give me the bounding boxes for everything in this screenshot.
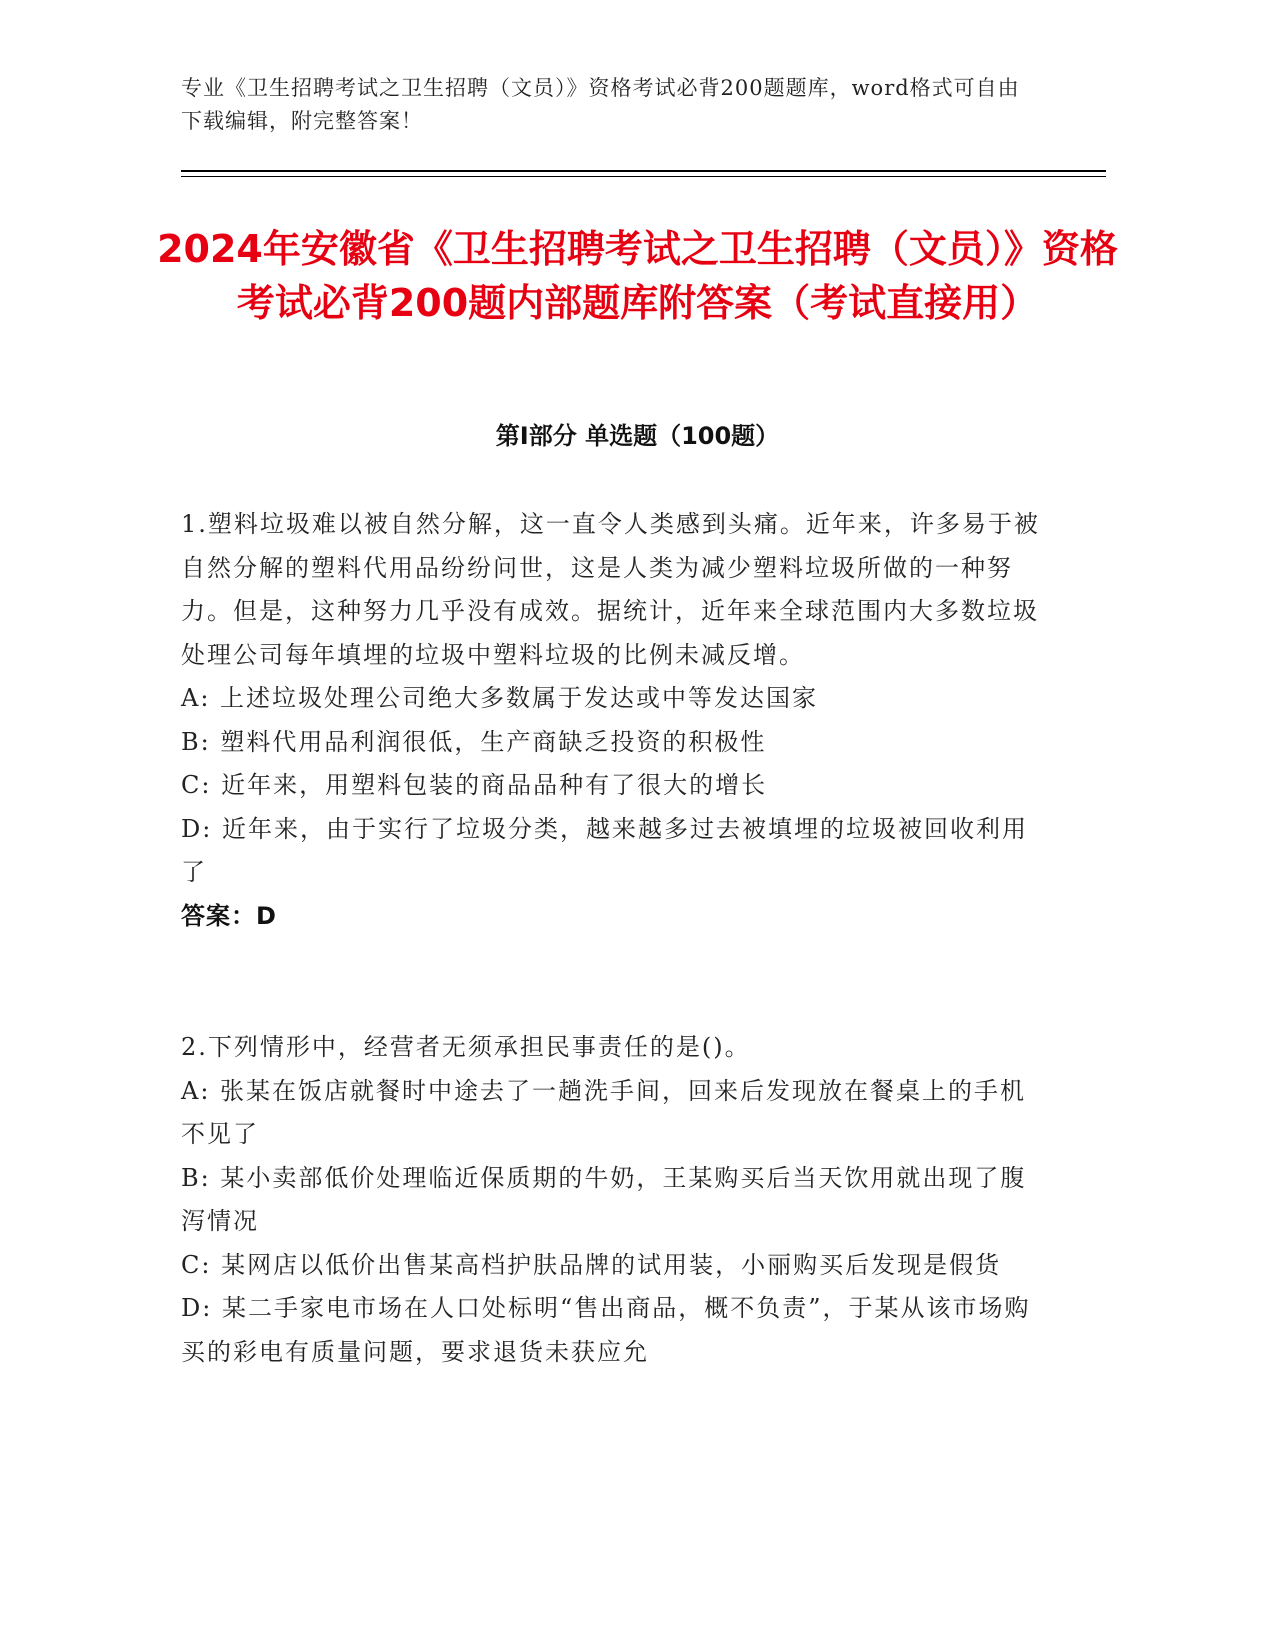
option-b: B: 某小卖部低价处理临近保质期的牛奶，王某购买后当天饮用就出现了腹泻情况	[181, 1163, 1027, 1235]
question-text: 1.塑料垃圾难以被自然分解，这一直令人类感到头痛。近年来，许多易于被自然分解的塑料代用品纷纷问世，这是人类为减少塑料垃圾所做的一种努力。但是，这种努力几乎没有成效。据统计，近年来全球范围内大多数垃圾处理公司每年填埋的垃圾中塑料垃圾的比例未减反增。	[181, 510, 1040, 669]
option-c: C: 某网店以低价出售某高档护肤品牌的试用装，小丽购买后发现是假货	[181, 1250, 1002, 1279]
header-note: 专业《卫生招聘考试之卫生招聘（文员）》资格考试必背200题题库，word格式可自由下载编辑，附完整答案！	[181, 76, 1020, 133]
header-divider-thin	[181, 176, 1106, 177]
option-a: A: 上述垃圾处理公司绝大多数属于发达或中等发达国家	[181, 684, 819, 712]
header-divider-thick	[181, 170, 1106, 172]
question-2	[181, 1026, 1041, 1374]
option-a: A: 张某在饭店就餐时中途去了一趟洗手间，回来后发现放在餐桌上的手机不见了	[181, 1076, 1027, 1148]
option-d: D: 某二手家电市场在人口处标明“售出商品，概不负责”，于某从该市场购买的彩电有质量问题，要求退货未获应允	[181, 1294, 1031, 1366]
option-c: C: 近年来，用塑料包装的商品品种有了很大的增长	[181, 771, 768, 799]
answer-label: 答案：D	[181, 901, 277, 930]
option-b: B: 塑料代用品利润很低，生产商缺乏投资的积极性	[181, 727, 767, 756]
question-1	[181, 503, 1041, 938]
option-d: D: 近年来，由于实行了垃圾分类，越来越多过去被填埋的垃圾被回收利用了	[181, 814, 1028, 886]
section-title: 第I部分 单选题（100题）	[495, 422, 780, 450]
question-text: 2.下列情形中，经营者无须承担民事责任的是()。	[181, 1033, 751, 1061]
document-title: 2024年安徽省《卫生招聘考试之卫生招聘（文员）》资格考试必背200题内部题库附答案（考试直接用）	[157, 227, 1118, 325]
